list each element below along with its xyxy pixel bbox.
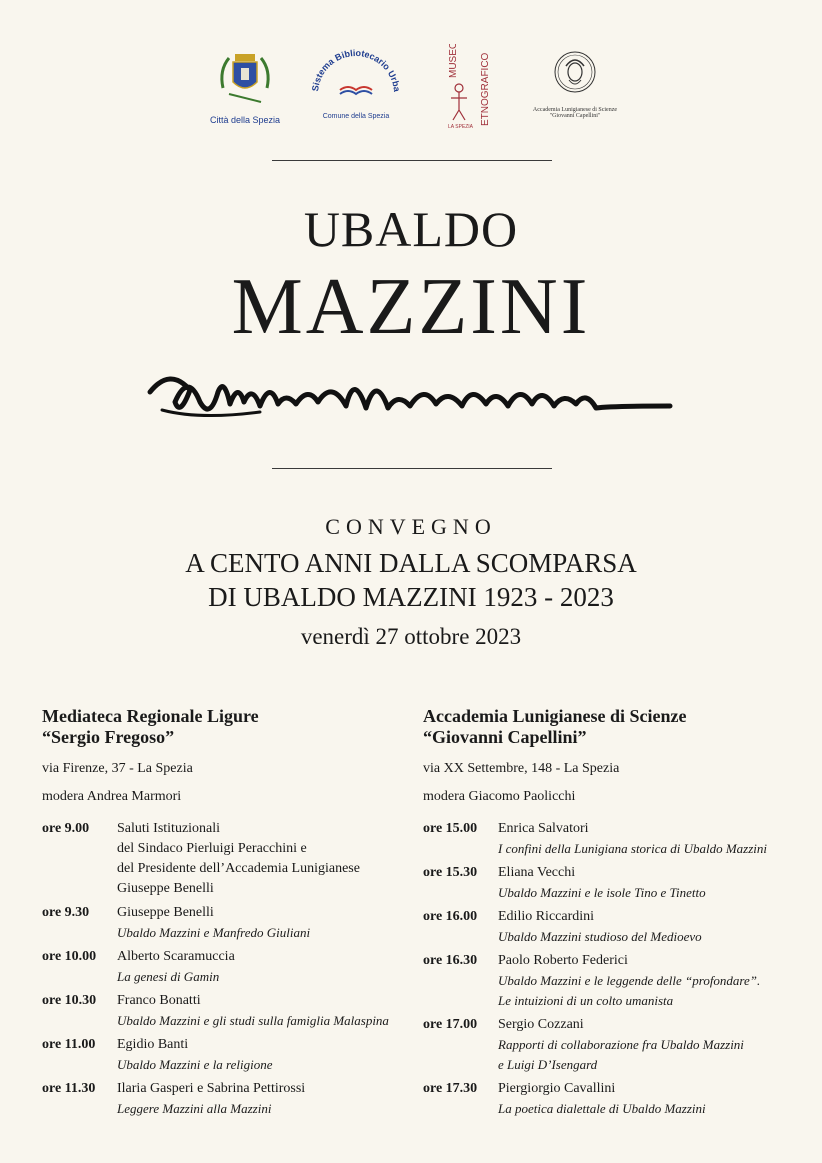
citta-della-spezia-logo — [210, 48, 280, 125]
schedule-item — [423, 819, 803, 859]
schedule-description — [117, 991, 422, 1031]
speaker-line: Egidio Banti — [117, 1037, 189, 1052]
logo-bar — [0, 44, 822, 134]
schedule-item — [423, 1079, 803, 1119]
talk-title: La genesi di Gamin — [117, 969, 220, 984]
schedule-item — [423, 1015, 803, 1075]
talk-title: Ubaldo Mazzini studioso del Medioevo — [498, 929, 702, 944]
etnografico-word: ETNOGRAFICO — [480, 52, 491, 126]
sistema-arc-text: Sistema Bibliotecario Urba — [310, 48, 402, 93]
speaker-line: Enrica Salvatori — [498, 821, 589, 836]
event-date: venerdì 27 ottobre 2023 — [300, 624, 522, 649]
schedule-item — [423, 907, 803, 947]
talk-title: Le intuizioni di un colto umanista — [498, 993, 674, 1008]
schedule-time: ore 10.30 — [42, 993, 97, 1008]
schedule-time: ore 15.30 — [423, 865, 478, 880]
schedule-item — [423, 863, 803, 903]
schedule-time: ore 16.00 — [423, 909, 478, 924]
schedule-list — [42, 819, 422, 1119]
talk-title: e Luigi D’Isengard — [498, 1057, 598, 1072]
venue-subname: “Sergio Fregoso” — [42, 727, 175, 747]
speaker-line: Ilaria Gasperi e Sabrina Pettirossi — [117, 1081, 306, 1096]
svg-text:Sistema Bibliotecario Urbano — [310, 48, 402, 93]
accademia-caption-2: "Giovanni Capellini" — [549, 113, 601, 119]
event-title-line1: A CENTO ANNI DALLA SCOMPARSA — [185, 548, 637, 578]
schedule-item — [42, 991, 422, 1031]
schedule-description — [117, 1079, 422, 1119]
speaker-line: Sergio Cozzani — [498, 1017, 584, 1032]
schedule-time: ore 9.00 — [42, 821, 90, 836]
schedule-description — [498, 1079, 803, 1119]
medallion-head-icon — [553, 46, 597, 102]
citta-caption: Città della Spezia — [210, 115, 281, 125]
venue-name: Mediateca Regionale Ligure — [42, 706, 259, 726]
sistema-bibliotecario-logo — [310, 48, 402, 120]
schedule-item — [42, 903, 422, 943]
schedule-description — [498, 863, 803, 903]
schedule-description — [498, 819, 803, 859]
speaker-line: Giuseppe Benelli — [117, 905, 214, 920]
name-last: MAZZINI — [231, 263, 591, 351]
museo-caption: LA SPEZIA — [448, 124, 474, 130]
museo-word: MUSEO — [448, 44, 459, 78]
schedule-time: ore 11.30 — [42, 1081, 96, 1096]
talk-title: Ubaldo Mazzini e Manfredo Giuliani — [117, 925, 311, 940]
sistema-caption: Comune della Spezia — [322, 113, 390, 120]
museo-etnografico-logo — [444, 44, 496, 130]
talk-title: Ubaldo Mazzini e le leggende delle “profondare”. — [498, 973, 761, 988]
talk-title: Ubaldo Mazzini e la religione — [117, 1057, 273, 1072]
talk-title: La poetica dialettale di Ubaldo Mazzini — [498, 1101, 706, 1116]
venue-address: via XX Settembre, 148 - La Spezia — [423, 761, 620, 776]
talk-title: Leggere Mazzini alla Mazzini — [117, 1101, 272, 1116]
event-kind: CONVEGNO — [325, 514, 497, 539]
schedule-time: ore 10.00 — [42, 949, 97, 964]
coat-of-arms-icon — [217, 48, 273, 110]
speaker-line: Franco Bonatti — [117, 993, 201, 1008]
schedule-item — [42, 1035, 422, 1075]
name-first: UBALDO — [303, 201, 519, 257]
venue-name: Accademia Lunigianese di Scienze — [423, 706, 687, 726]
schedule-time: ore 11.00 — [42, 1037, 96, 1052]
speaker-line: del Sindaco Pierluigi Peracchini e — [117, 841, 307, 856]
schedule-description — [117, 1035, 422, 1075]
schedule-time: ore 16.30 — [423, 953, 478, 968]
accademia-logo — [530, 46, 620, 119]
afternoon-session — [423, 706, 803, 1123]
schedule-item — [423, 951, 803, 1011]
bottom-divider — [272, 468, 552, 469]
schedule-description — [498, 951, 803, 1011]
schedule-time: ore 17.30 — [423, 1081, 478, 1096]
talk-title: I confini della Lunigiana storica di Ubaldo Mazzini — [498, 841, 768, 856]
schedule-item — [42, 947, 422, 987]
schedule-description — [117, 903, 422, 943]
accademia-caption-1: Accademia Lunigianese di Scienze — [532, 107, 618, 113]
museo-figure-icon — [444, 44, 496, 130]
schedule-time: ore 15.00 — [423, 821, 478, 836]
speaker-line: Saluti Istituzionali — [117, 821, 221, 836]
talk-title: Ubaldo Mazzini e le isole Tino e Tinetto — [498, 885, 706, 900]
speaker-line: Alberto Scaramuccia — [117, 949, 235, 964]
event-title-line2: DI UBALDO MAZZINI 1923 - 2023 — [208, 582, 614, 612]
top-divider — [272, 160, 552, 161]
schedule-description — [117, 819, 422, 899]
morning-session — [42, 706, 422, 1123]
speaker-line: Giuseppe Benelli — [117, 881, 214, 896]
schedule-description — [117, 947, 422, 987]
venue-subname: “Giovanni Capellini” — [423, 727, 587, 747]
schedule-item — [42, 1079, 422, 1119]
speaker-line: Piergiorgio Cavallini — [498, 1081, 616, 1096]
speaker-line: Eliana Vecchi — [498, 865, 576, 880]
schedule-time: ore 17.00 — [423, 1017, 478, 1032]
library-book-icon — [310, 48, 402, 108]
schedule-item — [42, 819, 422, 899]
schedule-description — [498, 1015, 803, 1075]
schedule-list — [423, 819, 803, 1119]
speaker-line: Edilio Riccardini — [498, 909, 595, 924]
moderator: modera Giacomo Paolicchi — [423, 789, 576, 804]
talk-title: Ubaldo Mazzini e gli studi sulla famiglia Malaspina — [117, 1013, 389, 1028]
venue-address: via Firenze, 37 - La Spezia — [42, 761, 193, 776]
schedule-description — [498, 907, 803, 947]
schedule-time: ore 9.30 — [42, 905, 90, 920]
talk-title: Rapporti di collaborazione fra Ubaldo Mazzini — [498, 1037, 744, 1052]
speaker-line: del Presidente dell’Accademia Lunigianese — [117, 861, 360, 876]
moderator: modera Andrea Marmori — [42, 789, 182, 804]
signature-image — [140, 362, 680, 432]
speaker-line: Paolo Roberto Federici — [498, 953, 628, 968]
